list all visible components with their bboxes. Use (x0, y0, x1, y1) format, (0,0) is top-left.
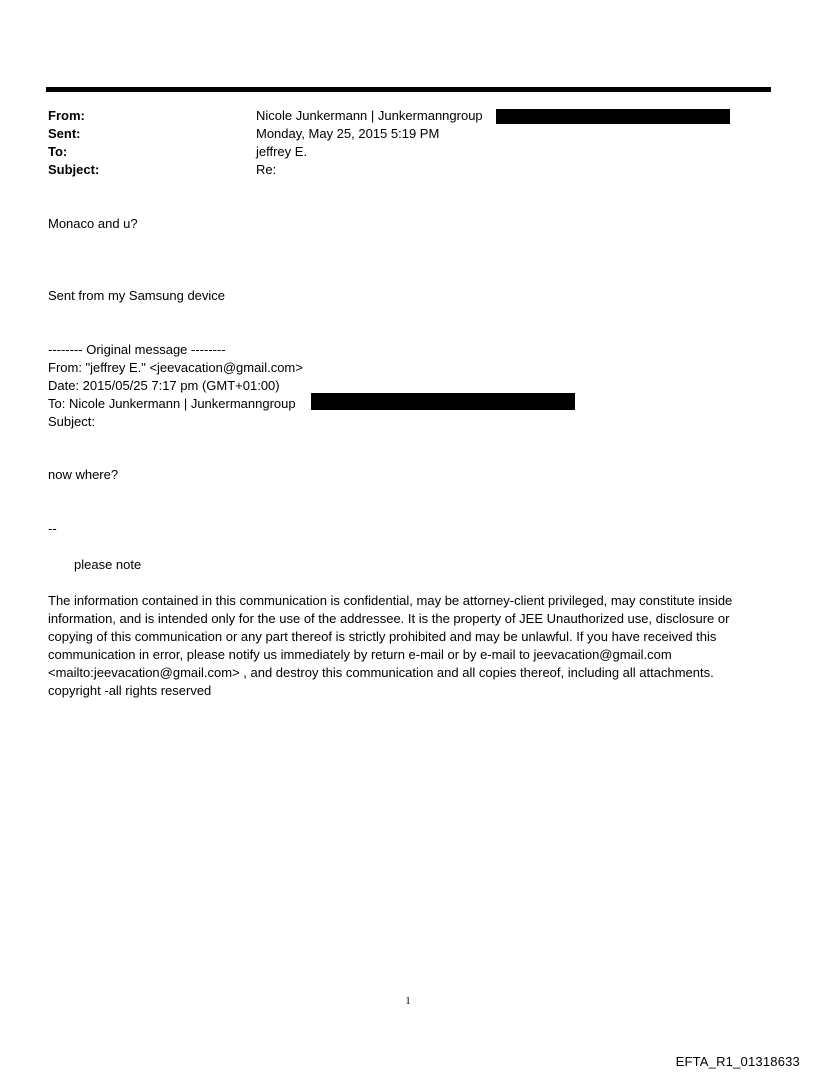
to-value: jeffrey E. (256, 144, 308, 159)
sent-value: Monday, May 25, 2015 5:19 PM (256, 126, 440, 141)
redaction-bar (496, 109, 730, 124)
confidentiality-disclaimer: The information contained in this communication is confidential, may be attorney-client privileged, may constitute inside information, and is intended only for the use of the addressee. It is the property of JEE Unauthorized use, disclosure or copying of this communication or any part thereof is strictly prohibited and may be unlawful. If you have received this communication in error, please notify us immediately by return e-mail or by e-mail to jeevacation@gmail.com <mailto:jeevacation@gmail.com> , and destroy this communication and all copies thereof, including all attachments. copyright -all rights reserved (48, 593, 733, 698)
original-date-line: Date: 2015/05/25 7:17 pm (GMT+01:00) (48, 378, 280, 393)
subject-label: Subject: (48, 162, 100, 177)
original-to-line: To: Nicole Junkermann | Junkermanngroup (48, 396, 296, 411)
header-divider (46, 87, 771, 92)
please-note-heading: please note (74, 557, 142, 572)
subject-value: Re: (256, 162, 277, 177)
original-from-line: From: "jeffrey E." <jeevacation@gmail.com> (48, 360, 303, 375)
from-value: Nicole Junkermann | Junkermanngroup (256, 108, 483, 123)
original-message-text: now where? (48, 467, 119, 482)
redaction-bar (311, 393, 575, 410)
from-label: From: (48, 108, 85, 123)
original-message-separator: -------- Original message -------- (48, 342, 226, 357)
document-id: EFTA_R1_01318633 (675, 1054, 800, 1069)
signature-dash: -- (48, 521, 57, 536)
to-label: To: (48, 144, 68, 159)
sent-label: Sent: (48, 126, 81, 141)
reply-text: Monaco and u? (48, 216, 138, 231)
original-subject-line: Subject: (48, 414, 95, 429)
mobile-signature: Sent from my Samsung device (48, 288, 226, 303)
page-number: 1 (405, 995, 411, 1007)
